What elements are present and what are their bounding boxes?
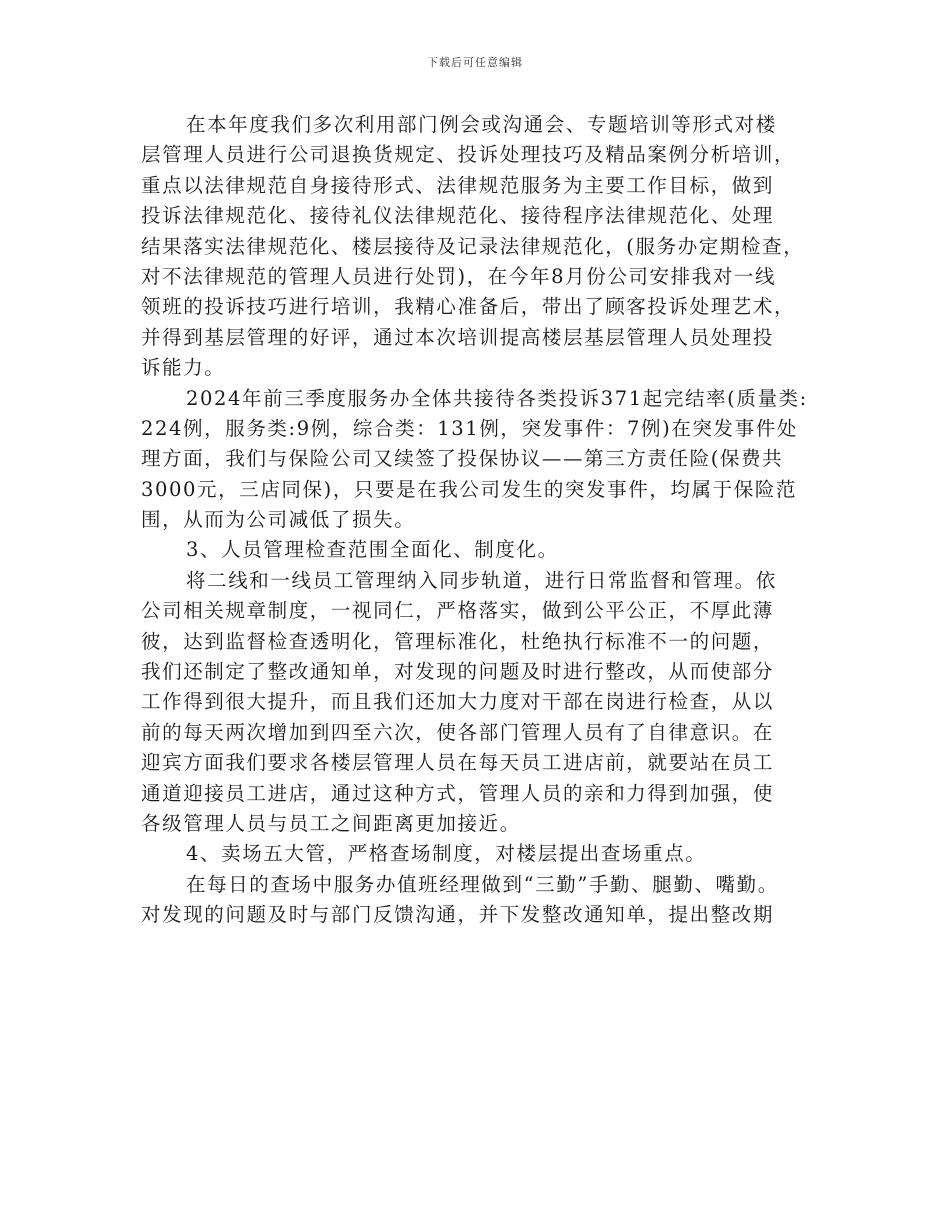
- document-body: [141, 110, 811, 931]
- text-line: 在每日的查场中服务办值班经理做到“三勤”手勤、腿勤、嘴勤。: [186, 872, 779, 896]
- text-line: 在本年度我们多次利用部门例会或沟通会、专题培训等形式对楼: [186, 113, 777, 136]
- text-line: 重点以法律规范自身接待形式、法律规范服务为主要工作目标，做到: [141, 173, 775, 197]
- text-line: 将二线和一线员工管理纳入同步轨道，进行日常监督和管理。依: [186, 568, 777, 592]
- text-line: 公司相关规章制度，一视同仁，严格落实，做到公平公正，不厚此薄: [141, 599, 775, 623]
- text-line: 对不法律规范的管理人员进行处罚)，在今年8月份公司安排我对一线: [141, 264, 777, 288]
- text-line: 3000元，三店同保)，只要是在我公司发生的突发事件，均属于保险范: [141, 477, 798, 501]
- text-line: 前的每天两次增加到四至六次，使各部门管理人员有了自律意识。在: [141, 720, 775, 744]
- text-line: 我们还制定了整改通知单，对发现的问题及时进行整改，从而使部分: [141, 660, 775, 684]
- text-line: 2024年前三季度服务办全体共接待各类投诉371起完结率(质量类:: [186, 386, 808, 410]
- text-line: 迎宾方面我们要求各楼层管理人员在每天员工进店前，就要站在员工: [141, 751, 775, 775]
- text-line: 3、人员管理检查范围全面化、制度化。: [186, 538, 559, 562]
- text-line: 工作得到很大提升，而且我们还加大力度对干部在岗进行检查，从以: [141, 690, 775, 714]
- text-line: 理方面，我们与保险公司又续签了投保协议——第三方责任险(保费共: [141, 447, 784, 471]
- text-line: 围，从而为公司减低了损失。: [141, 508, 416, 532]
- text-line: 结果落实法律规范化、楼层接待及记录法律规范化，(服务办定期检查，: [141, 234, 805, 258]
- text-line: 并得到基层管理的好评，通过本次培训提高楼层基层管理人员处理投: [141, 325, 775, 349]
- text-line: 诉能力。: [141, 356, 226, 380]
- text-line: 4、卖场五大管，严格查场制度，对楼层提出查场重点。: [186, 842, 707, 866]
- text-line: 通道迎接员工进店，通过这种方式，管理人员的亲和力得到加强，使: [141, 781, 775, 805]
- text-line: 层管理人员进行公司退换货规定、投诉处理技巧及精品案例分析培训，: [141, 143, 796, 167]
- text-line: 投诉法律规范化、接待礼仪法律规范化、接待程序法律规范化、处理: [141, 204, 775, 228]
- text-line: 领班的投诉技巧进行培训，我精心准备后，带出了顾客投诉处理艺术，: [141, 295, 796, 319]
- text-line: 各级管理人员与员工之间距离更加接近。: [141, 811, 521, 835]
- text-line: 彼，达到监督检查透明化，管理标准化，杜绝执行标准不一的问题，: [141, 629, 775, 653]
- text-line: 对发现的问题及时与部门反馈沟通，并下发整改通知单，提出整改期: [141, 903, 775, 927]
- text-line: 224例，服务类:9例，综合类：131例，突发事件：7例)在突发事件处: [141, 416, 798, 440]
- page-header: 下载后可任意编辑: [427, 56, 523, 69]
